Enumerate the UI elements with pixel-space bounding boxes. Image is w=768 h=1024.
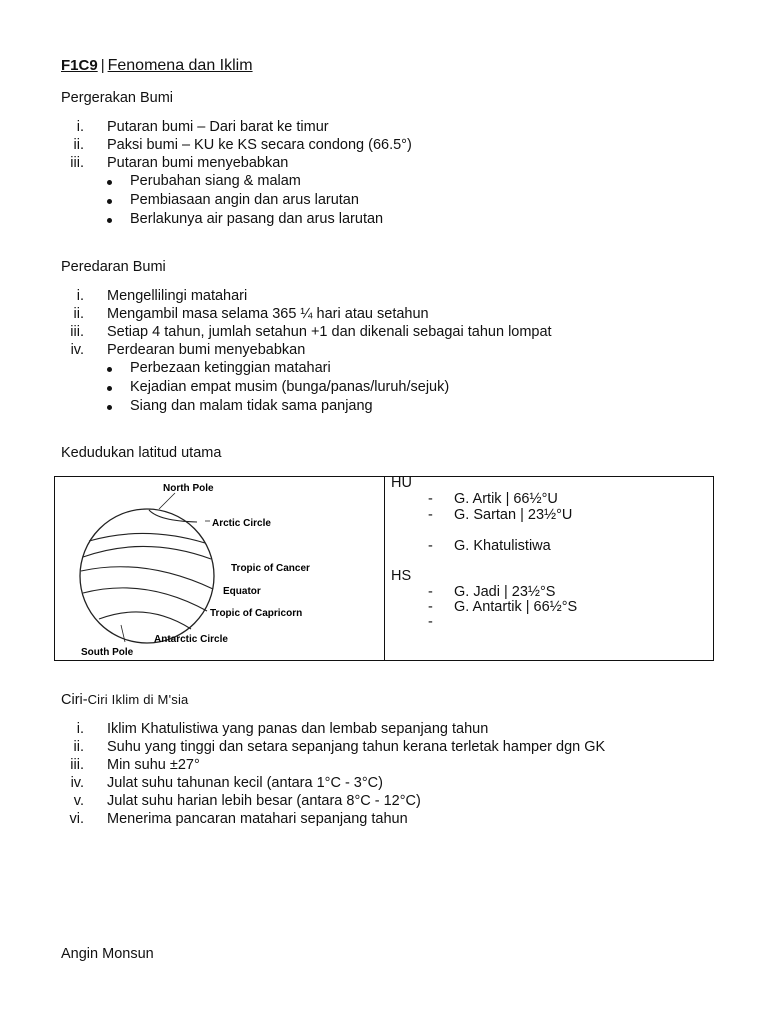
antarctic-circle-label: Antarctic Circle	[154, 634, 228, 645]
dash: -	[428, 491, 433, 507]
title-separator: |	[100, 57, 105, 74]
list-text: Putaran bumi menyebabkan	[107, 155, 289, 171]
bullet-icon	[107, 367, 112, 372]
dash: -	[428, 599, 433, 615]
heading-angin-monsun: Angin Monsun	[61, 946, 154, 962]
heading-rest: Ciri Iklim di M'sia	[87, 692, 189, 707]
globe-diagram	[55, 477, 384, 660]
bullet-icon	[107, 218, 112, 223]
bullet-text: Berlakunya air pasang dan arus larutan	[130, 211, 384, 227]
globe-svg	[55, 477, 384, 660]
latitude-row	[428, 584, 555, 600]
list-item	[0, 342, 768, 360]
latitude-row	[428, 538, 551, 554]
heading-ciri-iklim	[61, 692, 188, 708]
bullet-item	[0, 192, 768, 211]
dash: -	[428, 507, 433, 523]
arctic-circle-label: Arctic Circle	[212, 518, 271, 529]
heading-pergerakan-bumi: Pergerakan Bumi	[61, 90, 174, 106]
list-item	[0, 119, 768, 137]
latitude-table	[54, 476, 714, 661]
chapter-code: F1C9	[61, 57, 98, 74]
latitude-text: G. Jadi | 23½°S	[454, 584, 556, 600]
bullet-icon	[107, 199, 112, 204]
list-text: Setiap 4 tahun, jumlah setahun +1 dan dikenali sebagai tahun lompat	[107, 324, 552, 340]
list-text: Iklim Khatulistiwa yang panas dan lembab sepanjang tahun	[107, 721, 489, 737]
bullet-text: Pembiasaan angin dan arus larutan	[130, 192, 359, 208]
hemisphere-hu-label: HU	[391, 475, 412, 491]
list-item	[0, 739, 768, 757]
list-item	[0, 137, 768, 155]
equator-line	[81, 567, 213, 589]
heading-main: Ciri-	[61, 692, 88, 708]
list-text: Mengambil masa selama 365 ¼ hari atau setahun	[107, 306, 429, 322]
north-pole-pointer	[159, 493, 175, 509]
list-item	[0, 757, 768, 775]
bullet-item	[0, 173, 768, 192]
list-text: Menerima pancaran matahari sepanjang tahun	[107, 811, 408, 827]
page-title	[61, 57, 253, 75]
list-number: ii.	[73, 739, 84, 755]
globe-outline	[80, 509, 214, 643]
list-number: iii.	[70, 757, 84, 773]
list-item	[0, 721, 768, 739]
arctic-circle-line	[149, 510, 197, 522]
latitude-line-2	[99, 612, 191, 629]
list-pergerakan-bumi	[0, 119, 768, 230]
list-number: iv.	[70, 775, 84, 791]
list-text: Mengellilingi matahari	[107, 288, 248, 304]
latitude-text: G. Artik | 66½°U	[454, 491, 558, 507]
equator-label: Equator	[223, 586, 261, 597]
latitude-row	[428, 491, 558, 507]
bullet-item	[0, 360, 768, 379]
south-pole-label: South Pole	[81, 647, 134, 658]
list-peredaran-bumi	[0, 288, 768, 417]
chapter-name: Fenomena dan Iklim	[107, 57, 253, 74]
list-text: Min suhu ±27°	[107, 757, 200, 773]
latitude-line-1	[89, 533, 205, 543]
bullet-text: Siang dan malam tidak sama panjang	[130, 398, 373, 414]
latitude-text: G. Antartik | 66½°S	[454, 599, 578, 615]
heading-kedudukan-latitud: Kedudukan latitud utama	[61, 445, 222, 461]
table-divider	[384, 477, 385, 660]
latitude-row	[428, 507, 572, 523]
bullet-text: Kejadian empat musim (bunga/panas/luruh/sejuk)	[130, 379, 450, 395]
bullet-item	[0, 379, 768, 398]
list-number: ii.	[73, 137, 84, 153]
latitude-text: G. Khatulistiwa	[454, 538, 551, 554]
list-text: Suhu yang tinggi dan setara sepanjang tahun kerana terletak hamper dgn GK	[107, 739, 606, 755]
list-number: ii.	[73, 306, 84, 322]
list-ciri-iklim	[0, 721, 768, 829]
corner-mask	[55, 477, 65, 479]
list-item	[0, 811, 768, 829]
list-text: Perdearan bumi menyebabkan	[107, 342, 306, 358]
list-number: iv.	[70, 342, 84, 358]
list-item	[0, 306, 768, 324]
bullet-text: Perubahan siang & malam	[130, 173, 301, 189]
north-pole-label: North Pole	[163, 483, 214, 494]
tropic-of-cancer-label: Tropic of Cancer	[231, 563, 310, 574]
list-text: Julat suhu harian lebih besar (antara 8°C - 12°C)	[107, 793, 421, 809]
latitude-row	[428, 599, 577, 615]
bullet-text: Perbezaan ketinggian matahari	[130, 360, 331, 376]
hemisphere-hs-label: HS	[391, 568, 412, 584]
list-number: iii.	[70, 324, 84, 340]
dash: -	[428, 614, 433, 630]
list-item	[0, 155, 768, 173]
dash: -	[428, 538, 433, 554]
latitude-row	[428, 614, 454, 630]
dash: -	[428, 584, 433, 600]
bullet-icon	[107, 386, 112, 391]
bullet-icon	[107, 405, 112, 410]
latitude-text: G. Sartan | 23½°U	[454, 507, 573, 523]
list-number: iii.	[70, 155, 84, 171]
south-pole-pointer	[121, 625, 125, 642]
bullet-item	[0, 398, 768, 417]
list-item	[0, 793, 768, 811]
tropic-of-cancer-line	[83, 546, 211, 559]
list-number: i.	[76, 288, 84, 304]
list-text: Paksi bumi – KU ke KS secara condong (66.5°)	[107, 137, 412, 153]
list-text: Julat suhu tahunan kecil (antara 1°C - 3°C)	[107, 775, 383, 791]
bullet-icon	[107, 180, 112, 185]
bullet-item	[0, 211, 768, 230]
list-number: v.	[73, 793, 84, 809]
heading-peredaran-bumi: Peredaran Bumi	[61, 259, 166, 275]
list-item	[0, 775, 768, 793]
list-item	[0, 324, 768, 342]
list-text: Putaran bumi – Dari barat ke timur	[107, 119, 329, 135]
list-number: i.	[76, 721, 84, 737]
list-number: i.	[76, 119, 84, 135]
tropic-of-capricorn-line	[83, 588, 207, 611]
list-number: vi.	[69, 811, 84, 827]
tropic-of-capricorn-label: Tropic of Capricorn	[210, 608, 303, 619]
list-item	[0, 288, 768, 306]
